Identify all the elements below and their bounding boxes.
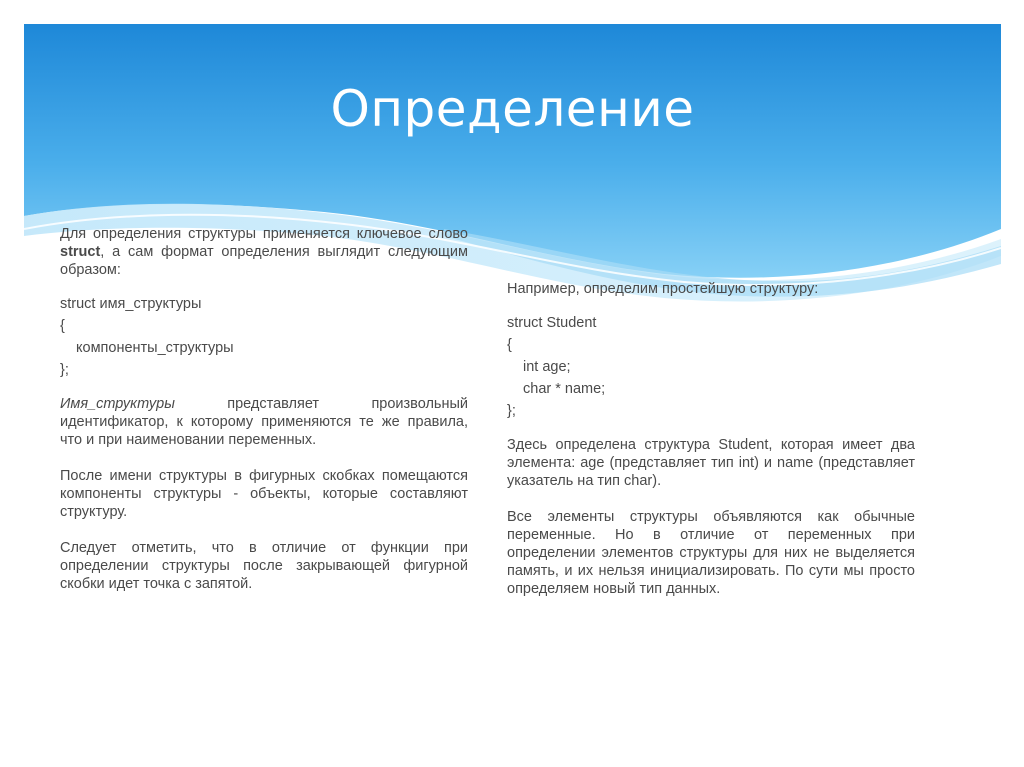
left-paragraph-3: После имени структуры в фигурных скобках помещаются компоненты структуры - объекты, которые составляют структуру.: [60, 468, 468, 520]
left-code-line-3: компоненты_структуры: [76, 340, 234, 356]
right-code-line-3: int age;: [523, 359, 571, 375]
left-intro-start: Для определения структуры применяется ключевое слово: [60, 226, 468, 242]
right-paragraph-3: Все элементы структуры объявляются как обычные переменные. Но в отличие от переменных при определении элементов структуры для них не выделяется память, и их нельзя инициализировать. По сути мы просто определяем новый тип данных.: [507, 509, 915, 597]
struct-keyword: struct: [60, 244, 101, 260]
right-code-line-2: {: [507, 337, 512, 353]
left-paragraph-4: Следует отметить, что в отличие от функции при определении структуры после закрывающей фигурной скобки идет точка с запятой.: [60, 540, 468, 592]
left-code-line-1: struct имя_структуры: [60, 296, 202, 312]
right-code-line-5: };: [507, 403, 516, 419]
slide-title: Определение: [330, 80, 695, 138]
right-paragraph-2: Здесь определена структура Student, которая имеет два элемента: age (представляет тип int) и name (представляет указатель на тип char).: [507, 437, 915, 489]
left-column: [60, 225, 468, 593]
left-paragraph-2: [60, 395, 468, 449]
left-intro-paragraph: [60, 225, 468, 279]
left-code-line-4: };: [60, 362, 69, 378]
left-paragraph-2-rest: представляет произвольный идентификатор, к которому применяются те же правила, что и при наименовании переменных.: [60, 396, 468, 448]
right-column: [507, 280, 915, 598]
right-code-line-1: struct Student: [507, 315, 597, 331]
left-code-line-2: {: [60, 318, 65, 334]
right-code-line-4: char * name;: [523, 381, 606, 397]
left-intro-end: , а сам формат определения выглядит следующим образом:: [60, 244, 468, 278]
struct-name-italic: Имя_структуры: [60, 396, 175, 412]
right-intro-paragraph: Например, определим простейшую структуру:: [507, 281, 819, 297]
